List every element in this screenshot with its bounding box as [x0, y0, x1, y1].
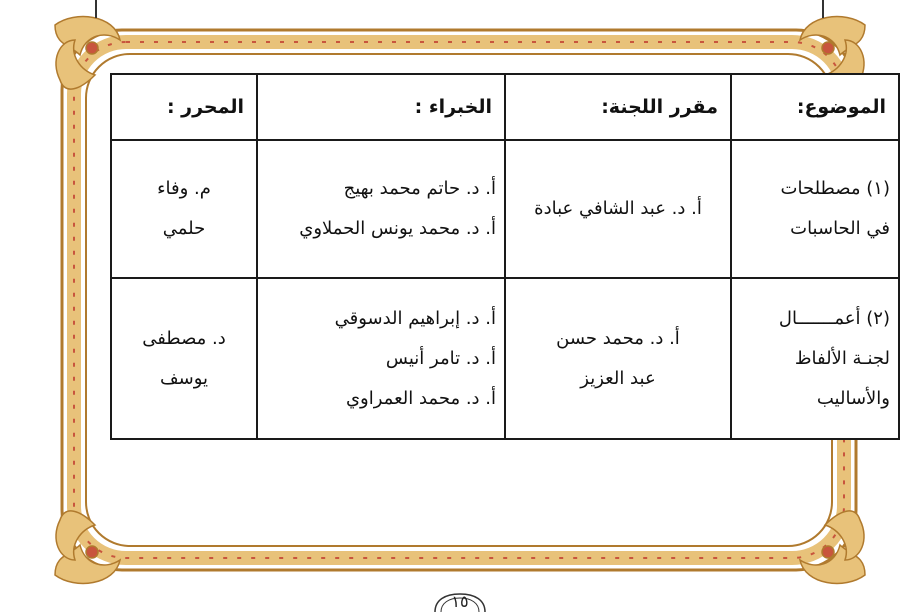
- header-experts: الخبراء :: [257, 74, 505, 140]
- table-row: [111, 140, 899, 278]
- corner-ornament-bottom-left: [55, 511, 120, 583]
- header-rapporteur: مقرر اللجنة:: [505, 74, 731, 140]
- rapporteur-line: أ. د. محمد حسن: [556, 327, 680, 349]
- header-editor: المحرر :: [111, 74, 257, 140]
- committee-table: [110, 73, 900, 440]
- expert-line: أ. د. حاتم محمد بهيج: [343, 178, 496, 199]
- header-topic: الموضوع:: [731, 74, 899, 140]
- editor-cell: [111, 140, 257, 278]
- page-rule-left: [95, 0, 97, 18]
- header-row: [111, 74, 899, 140]
- topic-line: لجنـة الألفاظ: [794, 347, 890, 369]
- editor-cell: [111, 278, 257, 439]
- editor-line: م. وفاء: [157, 178, 211, 199]
- topic-cell: [731, 140, 899, 278]
- rapporteur-line: عبد العزيز: [580, 367, 656, 389]
- editor-line: حلمي: [162, 218, 206, 239]
- topic-line: (١) مصطلحات: [780, 178, 890, 199]
- experts-cell: [257, 140, 505, 278]
- rapporteur-cell: [505, 278, 731, 439]
- rapporteur-cell: [505, 140, 731, 278]
- expert-line: أ. د. محمد العمراوي: [345, 387, 496, 409]
- expert-line: أ. د. محمد يونس الحملاوي: [299, 218, 496, 239]
- experts-cell: [257, 278, 505, 439]
- table-row: [111, 278, 899, 439]
- page-number-text: ١٥: [451, 592, 469, 611]
- expert-line: أ. د. إبراهيم الدسوقي: [334, 307, 496, 329]
- topic-line: في الحاسبات: [790, 218, 890, 239]
- topic-line: والأساليب: [816, 387, 890, 409]
- rapporteur-line: أ. د. عبد الشافي عبادة: [534, 198, 702, 219]
- editor-line: د. مصطفى: [142, 327, 226, 349]
- page-rule-right: [822, 0, 824, 18]
- topic-line: (٢) أعمـــــــال: [778, 307, 890, 329]
- topic-cell: [731, 278, 899, 439]
- editor-line: يوسف: [159, 367, 209, 389]
- corner-ornament-bottom-right: [800, 511, 865, 583]
- expert-line: أ. د. تامر أنيس: [385, 347, 496, 369]
- page-number: [431, 590, 489, 612]
